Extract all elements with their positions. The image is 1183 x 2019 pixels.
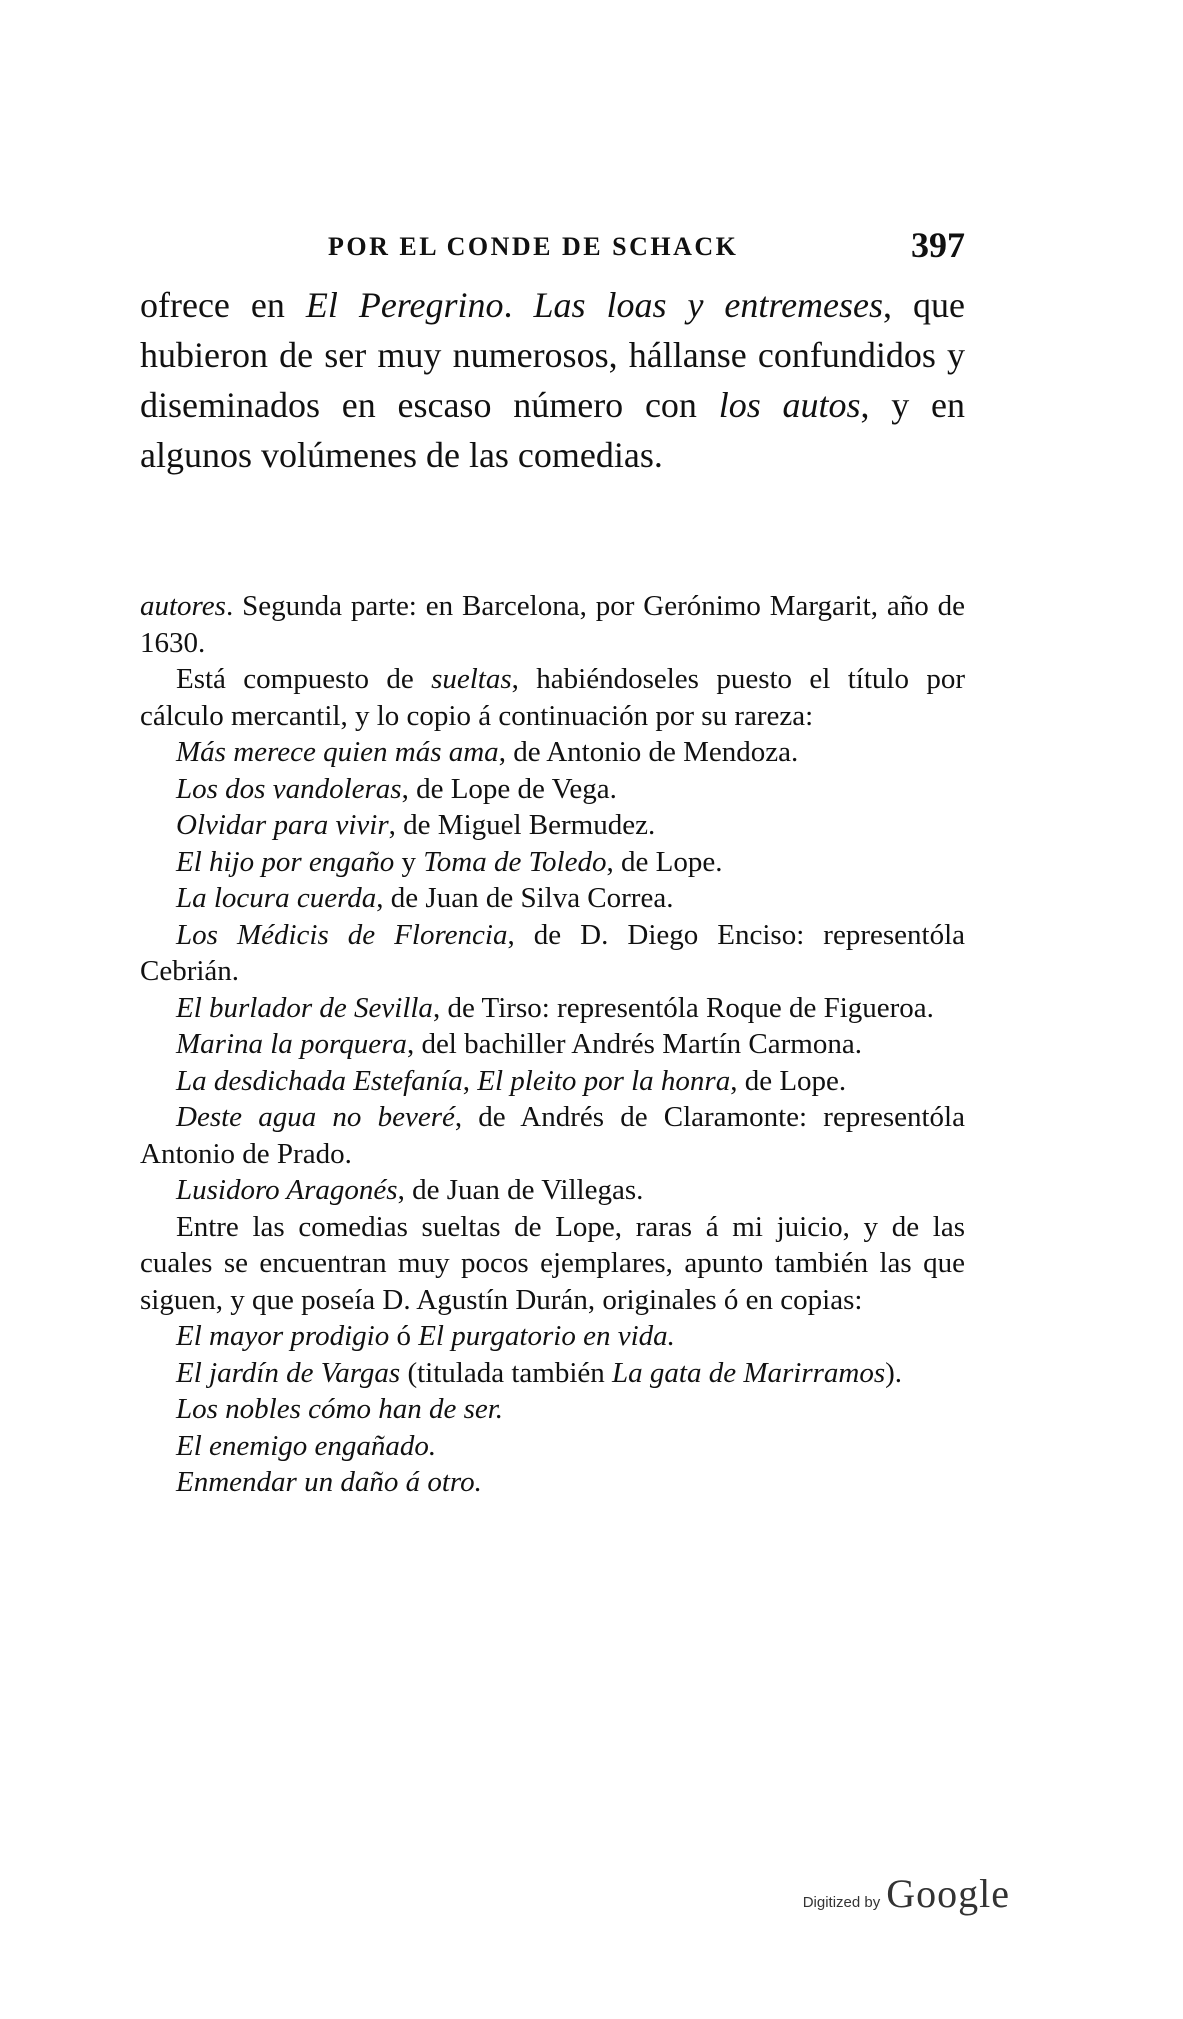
- play-author: , de Juan de Silva Correa.: [376, 882, 674, 914]
- note-list-item: [140, 1099, 965, 1172]
- note-list-item: [140, 1464, 965, 1501]
- play-title: Enmendar un daño á otro: [176, 1466, 475, 1498]
- note-list-item: [140, 917, 965, 990]
- play-author: , de Miguel Bermudez.: [388, 809, 656, 841]
- note-text-span: ).: [885, 1356, 903, 1389]
- note-text-span: .: [428, 1429, 437, 1462]
- play-title: Lusidoro Aragonés: [176, 1174, 398, 1206]
- note-text-span: ó: [389, 1320, 419, 1352]
- main-text-span: , y en algunos volúmenes de las comedias.: [140, 385, 965, 475]
- play-author: , de Andrés de Claramonte: representóla Antonio de Prado.: [140, 1101, 965, 1170]
- play-title: Más merece quien más ama: [176, 736, 499, 768]
- play-title: Toma de Toledo: [423, 845, 607, 878]
- play-author: , de Lope.: [730, 1064, 847, 1097]
- play-title: Marina la porquera: [176, 1028, 407, 1060]
- footnote-block: [140, 588, 965, 1501]
- digitized-by-google-watermark: [740, 1870, 1010, 1920]
- note-paragraph: [140, 661, 965, 734]
- note-list-item: [140, 1172, 965, 1209]
- note-list-item: [140, 771, 965, 808]
- play-title: Los Médicis de Florencia: [176, 918, 508, 951]
- main-italic-span: El Peregrino: [305, 285, 504, 325]
- note-text-span: Entre las comedias sueltas de Lope, raras á mi juicio, y de las cuales se encuentran muy pocos ejemplares, apunto también las que siguen, y que poseía D. Agustín Durán, originales ó en copias:: [140, 1210, 965, 1316]
- play-title: El mayor prodigio: [176, 1320, 390, 1352]
- note-text-span: .: [667, 1320, 675, 1352]
- play-title: El pleito por la honra: [477, 1064, 731, 1097]
- play-title: La gata de Marirramos: [612, 1356, 886, 1389]
- play-title: Los nobles cómo han de ser: [176, 1393, 496, 1425]
- note-text-span: . Segunda parte: en Barcelona, por Gerónimo Margarit, año de 1630.: [140, 590, 965, 659]
- note-paragraph: [140, 588, 965, 661]
- play-title: El enemigo engañado: [176, 1429, 429, 1462]
- main-text-span: , que hubieron de ser muy numerosos, hállanse confundidos y diseminados en escaso número con: [140, 285, 965, 425]
- main-italic-span: los autos: [718, 385, 861, 425]
- note-list-item: [140, 1063, 965, 1100]
- play-title: El purgatorio en vida: [418, 1320, 668, 1352]
- play-author: , de Lope.: [606, 845, 723, 878]
- play-title: Deste agua no beveré: [176, 1101, 455, 1133]
- note-list-item: [140, 880, 965, 917]
- main-paragraph: [140, 280, 965, 480]
- note-text-span: Está compuesto de: [176, 663, 432, 695]
- play-author: , de Juan de Villegas.: [397, 1174, 644, 1206]
- digitized-by-label: Digitized by: [802, 1894, 881, 1911]
- note-list-item: [140, 990, 965, 1027]
- note-list-item: [140, 1355, 965, 1392]
- note-text-span: y: [394, 845, 424, 878]
- play-title: Olvidar para vivir: [176, 809, 389, 841]
- note-list-item: [140, 807, 965, 844]
- play-title: La desdichada Estefanía: [176, 1064, 463, 1097]
- play-author: , de Antonio de Mendoza.: [498, 736, 799, 768]
- note-list-item: [140, 844, 965, 881]
- play-author: , del bachiller Andrés Martín Carmona.: [406, 1028, 862, 1060]
- note-list-item: [140, 1026, 965, 1063]
- play-title: El hijo por engaño: [176, 845, 395, 878]
- note-text-span: , habiéndoseles puesto el título por cálculo mercantil, y lo copio á continuación por su rareza:: [140, 663, 966, 732]
- play-title: El burlador de Sevilla: [176, 991, 433, 1024]
- note-text-span: ,: [462, 1064, 478, 1097]
- note-text-span: .: [474, 1466, 482, 1498]
- note-list-item: [140, 1428, 965, 1465]
- note-italic-span: sueltas: [431, 663, 512, 695]
- note-list-item: [140, 734, 965, 771]
- page-number: 397: [911, 225, 965, 265]
- note-text-span: .: [495, 1393, 504, 1425]
- note-paragraph: [140, 1209, 965, 1319]
- play-title: El jardín de Vargas: [176, 1356, 401, 1389]
- running-head: [140, 224, 965, 274]
- main-text-span: ofrece en: [140, 285, 306, 325]
- play-title: Los dos vandoleras: [176, 772, 402, 805]
- note-list-item: [140, 1391, 965, 1428]
- play-author: , de Lope de Vega.: [401, 772, 617, 805]
- play-title: La locura cuerda: [176, 882, 377, 914]
- play-author: , de D. Diego Enciso: representóla Cebrián.: [140, 918, 965, 987]
- main-text-span: .: [503, 285, 534, 325]
- main-italic-span: Las loas y entremeses: [533, 285, 884, 325]
- running-title: POR EL CONDE DE SCHACK: [328, 232, 739, 261]
- play-author: , de Tirso: representóla Roque de Figueroa.: [432, 991, 934, 1024]
- note-text-span: (titulada también: [400, 1356, 613, 1389]
- note-list-item: [140, 1318, 965, 1355]
- note-italic-span: autores: [140, 590, 226, 622]
- google-wordmark: Google: [886, 1871, 1010, 1916]
